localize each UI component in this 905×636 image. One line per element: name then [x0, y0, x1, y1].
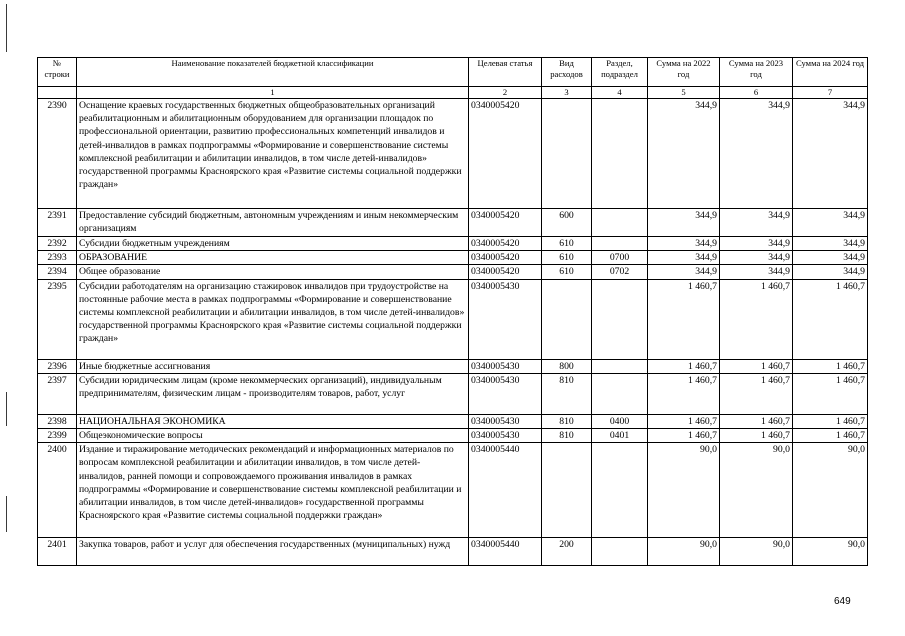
column-number: 2	[469, 87, 542, 99]
section-cell	[592, 99, 648, 209]
sum-2022-cell: 1 460,7	[648, 429, 720, 443]
sum-2022-cell: 344,9	[648, 265, 720, 279]
table-header-row	[38, 58, 868, 87]
indicator-name-cell: Издание и тиражирование методических рекомендаций и информационных материалов по вопросам комплексной реабилитации и абилитации инвалидов, в том числе детей-инвалидов, ранней помощи и сопровождаемого проживания инвалидов в рамках подпрограммы «Формирование и совершенствование системы комплексной реабилитации и абилитации инвалидов, в том числе детей-инвалидов» государственной программы Красноярского края «Развитие системы социальной поддержки граждан»	[77, 443, 469, 538]
sum-2023-cell: 90,0	[720, 443, 793, 538]
table-row	[38, 209, 868, 237]
sum-2024-cell: 90,0	[793, 538, 868, 566]
table-row	[38, 359, 868, 373]
section-cell	[592, 443, 648, 538]
table-row	[38, 414, 868, 428]
column-number: 7	[793, 87, 868, 99]
indicator-name-cell: Субсидии юридическим лицам (кроме некоммерческих организаций), индивидуальным предпринимателям, физическим лицам - производителям товаров, работ, услуг	[77, 373, 469, 414]
expense-kind-cell	[542, 99, 592, 209]
indicator-name-cell: Общеэкономические вопросы	[77, 429, 469, 443]
sum-2024-cell: 1 460,7	[793, 359, 868, 373]
expense-kind-cell: 810	[542, 373, 592, 414]
row-number-cell: 2390	[38, 99, 77, 209]
column-number: 5	[648, 87, 720, 99]
indicator-name-cell: Субсидии работодателям на организацию стажировок инвалидов при трудоустройстве на постоянные рабочие места в рамках подпрограммы «Формирование и совершенствование системы комплексной реабилитации и абилитации инвалидов, в том числе детей-инвалидов» государственной программы Красноярского края «Развитие системы социальной поддержки граждан»	[77, 279, 469, 359]
expense-kind-cell	[542, 443, 592, 538]
row-number-cell: 2395	[38, 279, 77, 359]
indicator-name-cell: Оснащение краевых государственных бюджетных общеобразовательных организаций реабилитационным и абилитационным оборудованием для организации площадок по профессиональной ориентации, развитию профессиональных компетенций инвалидов и детей-инвалидов в рамках подпрограммы «Формирование и совершенствование системы комплексной реабилитации и абилитации инвалидов, в том числе детей-инвалидов» государственной программы Красноярского края «Развитие системы социальной поддержки граждан»	[77, 99, 469, 209]
sum-2024-cell: 344,9	[793, 99, 868, 209]
sum-2024-cell: 1 460,7	[793, 279, 868, 359]
row-number-cell: 2397	[38, 373, 77, 414]
header-sum-2024: Сумма на 2024 год	[793, 58, 868, 87]
sum-2023-cell: 344,9	[720, 251, 793, 265]
column-number-row	[38, 87, 868, 99]
sum-2024-cell: 1 460,7	[793, 429, 868, 443]
sum-2022-cell: 344,9	[648, 99, 720, 209]
column-number: 4	[592, 87, 648, 99]
expense-kind-cell: 610	[542, 237, 592, 251]
sum-2023-cell: 344,9	[720, 209, 793, 237]
sum-2022-cell: 1 460,7	[648, 414, 720, 428]
indicator-name-cell: НАЦИОНАЛЬНАЯ ЭКОНОМИКА	[77, 414, 469, 428]
table-row	[38, 265, 868, 279]
sum-2023-cell: 344,9	[720, 99, 793, 209]
row-number-cell: 2398	[38, 414, 77, 428]
sum-2022-cell: 90,0	[648, 443, 720, 538]
sum-2022-cell: 1 460,7	[648, 279, 720, 359]
page-number: 649	[834, 596, 851, 607]
section-cell: 0702	[592, 265, 648, 279]
section-cell	[592, 279, 648, 359]
row-number-cell: 2399	[38, 429, 77, 443]
table-row	[38, 429, 868, 443]
indicator-name-cell: Иные бюджетные ассигнования	[77, 359, 469, 373]
header-expense-kind: Вид расходов	[542, 58, 592, 87]
sum-2024-cell: 90,0	[793, 443, 868, 538]
target-article-cell: 0340005440	[469, 538, 542, 566]
section-cell: 0401	[592, 429, 648, 443]
indicator-name-cell: Предоставление субсидий бюджетным, автономным учреждениям и иным некоммерческим организациям	[77, 209, 469, 237]
target-article-cell: 0340005420	[469, 265, 542, 279]
header-sum-2023: Сумма на 2023 год	[720, 58, 793, 87]
row-number-cell: 2396	[38, 359, 77, 373]
header-indicator-name: Наименование показателей бюджетной классификации	[77, 58, 469, 87]
sum-2022-cell: 1 460,7	[648, 359, 720, 373]
table-row	[38, 279, 868, 359]
indicator-name-cell: Субсидии бюджетным учреждениям	[77, 237, 469, 251]
row-number-cell: 2392	[38, 237, 77, 251]
sum-2022-cell: 344,9	[648, 251, 720, 265]
row-number-cell: 2393	[38, 251, 77, 265]
section-cell: 0700	[592, 251, 648, 265]
row-number-cell: 2394	[38, 265, 77, 279]
sum-2022-cell: 344,9	[648, 209, 720, 237]
header-section: Раздел, подраздел	[592, 58, 648, 87]
budget-classification-table	[37, 57, 868, 566]
header-row-number: № строки	[38, 58, 77, 87]
sum-2023-cell: 344,9	[720, 265, 793, 279]
indicator-name-cell: ОБРАЗОВАНИЕ	[77, 251, 469, 265]
sum-2024-cell: 344,9	[793, 237, 868, 251]
expense-kind-cell: 610	[542, 251, 592, 265]
column-number	[38, 87, 77, 99]
row-number-cell: 2400	[38, 443, 77, 538]
target-article-cell: 0340005430	[469, 359, 542, 373]
sum-2024-cell: 1 460,7	[793, 414, 868, 428]
expense-kind-cell	[542, 279, 592, 359]
table-row	[38, 538, 868, 566]
row-number-cell: 2401	[38, 538, 77, 566]
sum-2023-cell: 1 460,7	[720, 429, 793, 443]
section-cell	[592, 209, 648, 237]
expense-kind-cell: 810	[542, 429, 592, 443]
sum-2024-cell: 344,9	[793, 209, 868, 237]
sum-2023-cell: 344,9	[720, 237, 793, 251]
sum-2023-cell: 1 460,7	[720, 414, 793, 428]
table-row	[38, 443, 868, 538]
section-cell: 0400	[592, 414, 648, 428]
scan-edge-mark-bottom	[6, 496, 7, 532]
table-row	[38, 99, 868, 209]
header-target-article: Целевая статья	[469, 58, 542, 87]
sum-2024-cell: 1 460,7	[793, 373, 868, 414]
expense-kind-cell: 810	[542, 414, 592, 428]
expense-kind-cell: 200	[542, 538, 592, 566]
target-article-cell: 0340005430	[469, 279, 542, 359]
target-article-cell: 0340005430	[469, 373, 542, 414]
target-article-cell: 0340005430	[469, 429, 542, 443]
section-cell	[592, 373, 648, 414]
target-article-cell: 0340005420	[469, 251, 542, 265]
target-article-cell: 0340005420	[469, 209, 542, 237]
indicator-name-cell: Общее образование	[77, 265, 469, 279]
sum-2023-cell: 90,0	[720, 538, 793, 566]
column-number: 1	[77, 87, 469, 99]
expense-kind-cell: 610	[542, 265, 592, 279]
sum-2023-cell: 1 460,7	[720, 373, 793, 414]
table-row	[38, 373, 868, 414]
sum-2023-cell: 1 460,7	[720, 359, 793, 373]
sum-2022-cell: 344,9	[648, 237, 720, 251]
section-cell	[592, 237, 648, 251]
scan-edge-mark-middle	[6, 392, 7, 426]
expense-kind-cell: 600	[542, 209, 592, 237]
sum-2024-cell: 344,9	[793, 251, 868, 265]
indicator-name-cell: Закупка товаров, работ и услуг для обеспечения государственных (муниципальных) нужд	[77, 538, 469, 566]
row-number-cell: 2391	[38, 209, 77, 237]
target-article-cell: 0340005430	[469, 414, 542, 428]
section-cell	[592, 359, 648, 373]
target-article-cell: 0340005420	[469, 99, 542, 209]
column-number: 3	[542, 87, 592, 99]
section-cell	[592, 538, 648, 566]
column-number: 6	[720, 87, 793, 99]
scan-edge-mark-top	[6, 4, 7, 52]
sum-2023-cell: 1 460,7	[720, 279, 793, 359]
sum-2024-cell: 344,9	[793, 265, 868, 279]
target-article-cell: 0340005440	[469, 443, 542, 538]
header-sum-2022: Сумма на 2022 год	[648, 58, 720, 87]
table-row	[38, 237, 868, 251]
table-row	[38, 251, 868, 265]
sum-2022-cell: 90,0	[648, 538, 720, 566]
sum-2022-cell: 1 460,7	[648, 373, 720, 414]
expense-kind-cell: 800	[542, 359, 592, 373]
target-article-cell: 0340005420	[469, 237, 542, 251]
